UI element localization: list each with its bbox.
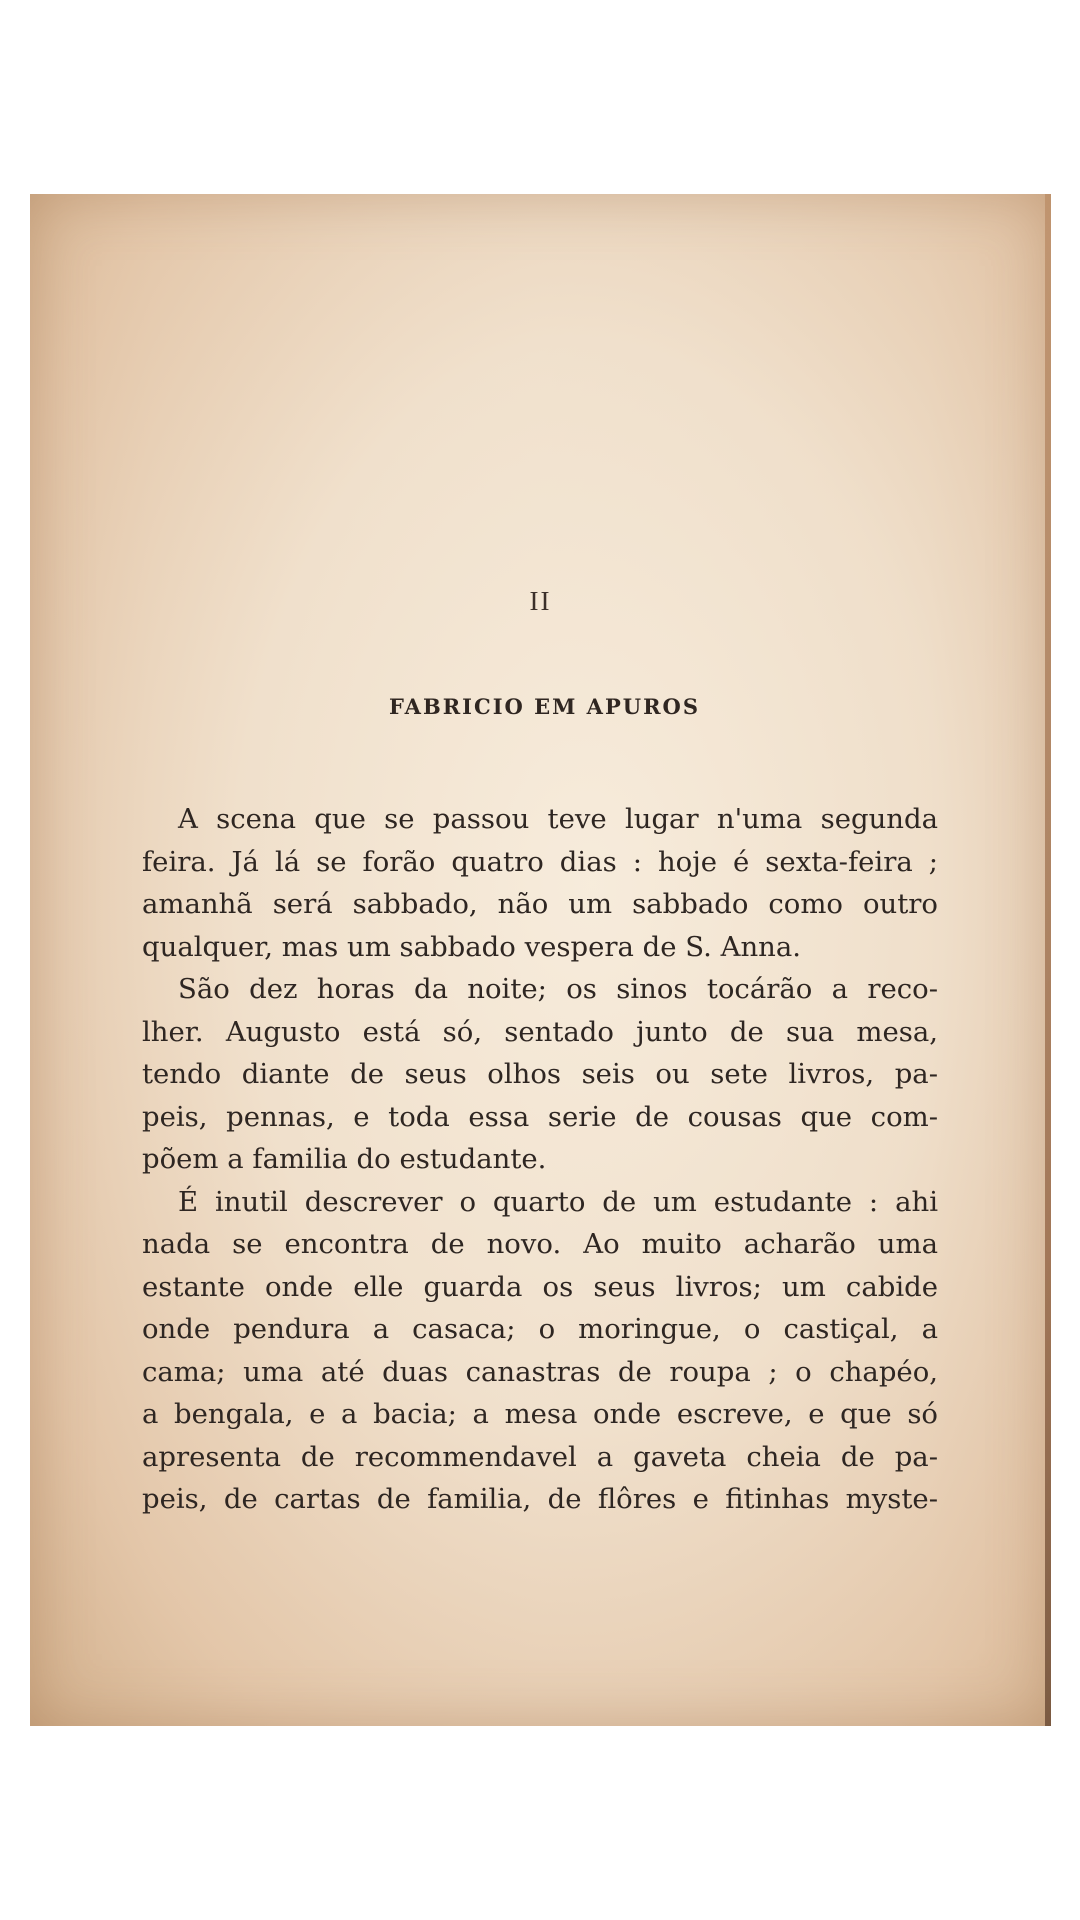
text-line: onde pendura a casaca; o moringue, o castiçal, a <box>142 1313 938 1345</box>
text-line: É inutil descrever o quarto de um estudante : ahi <box>178 1185 938 1218</box>
text-line: feira. Já lá se forão quatro dias : hoje é sexta-feira ; <box>142 845 938 878</box>
text-line: São dez horas da noite; os sinos tocárão a reco- <box>178 973 938 1005</box>
text-line: qualquer, mas um sabbado vespera de S. Anna. <box>142 930 802 963</box>
paragraph-1 <box>142 798 938 968</box>
text-line: põem a familia do estudante. <box>142 1143 547 1175</box>
chapter-number: II <box>529 586 552 616</box>
text-line: estante onde elle guarda os seus livros; um cabide <box>142 1270 938 1303</box>
text-line: amanhã será sabbado, não um sabbado como outro <box>142 888 938 920</box>
text-line: apresenta de recommendavel a gaveta cheia de pa- <box>142 1440 938 1473</box>
text-line: lher. Augusto está só, sentado junto de sua mesa, <box>142 1015 938 1048</box>
text-line: tendo diante de seus olhos seis ou sete livros, pa- <box>142 1058 938 1090</box>
book-page <box>30 194 1051 1726</box>
paragraph-2 <box>142 968 938 1181</box>
chapter-title: FABRICIO EM APUROS <box>388 694 700 719</box>
text-line: a bengala, e a bacia; a mesa onde escreve, e que só <box>142 1398 938 1430</box>
text-line: peis, pennas, e toda essa serie de cousas que com- <box>142 1100 938 1133</box>
text-line: cama; uma até duas canastras de roupa ; o chapéo, <box>142 1355 938 1388</box>
paragraph-3 <box>142 1181 938 1521</box>
text-line: peis, de cartas de familia, de flôres e fitinhas myste- <box>142 1483 938 1515</box>
text-line: nada se encontra de novo. Ao muito acharão uma <box>142 1228 938 1260</box>
body-text <box>142 798 938 1521</box>
text-line: A scena que se passou teve lugar n'uma segunda <box>178 803 938 835</box>
